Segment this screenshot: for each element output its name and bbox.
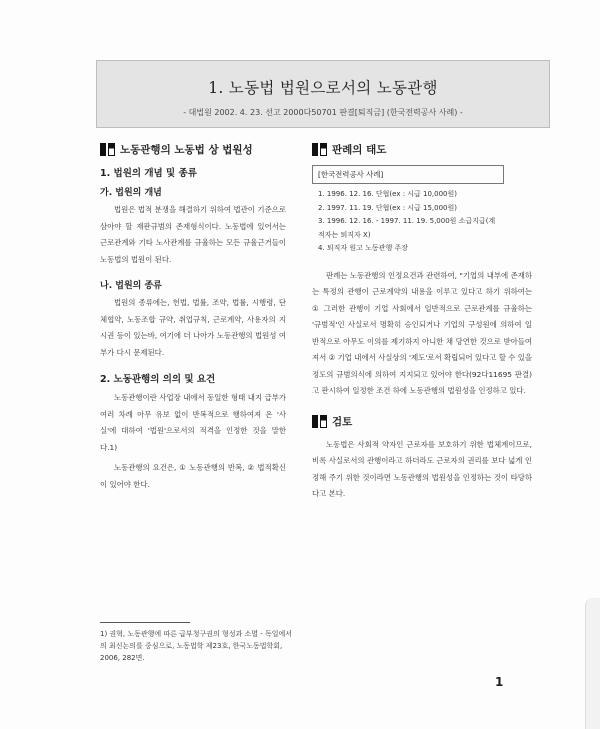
heading-kinds: 나. 법원의 종류 — [100, 281, 162, 291]
section-heading-precedent — [312, 142, 532, 157]
paragraph-requirements: 노동관행의 요건은, ① 노동관행의 반복, ② 법적확신이 있어야 한다. — [100, 463, 286, 489]
section-title-review: 검토 — [332, 415, 353, 428]
footnote-divider — [100, 622, 190, 623]
paragraph-concept: 법원은 법적 분쟁을 해결하기 위하여 법관이 기준으로 삼아야 할 재판규범의 존재형식이다. 노동법에 있어서는 근로관계와 기타 노사관계를 규율하는 모든 규율근거들이 노동법의 법원이 된다. — [100, 205, 286, 264]
heading-meaning: 2. 노동관행의 의의 및 요건 — [100, 374, 216, 385]
case-item: 3. 1996. 12. 16. - 1997. 11. 19. 5,000원 소급지급(계 — [318, 217, 496, 225]
page-number: 1 — [495, 675, 504, 689]
paragraph-precedent: 판례는 노동관행의 인정요건과 관련하여, "기업의 내부에 존재하는 특정의 관행이 근로계약의 내용을 이루고 있다고 하기 위하여는 ① 그러한 관행이 기업 사회에서 일반적으로 근로관계를 규율하는 '규범적'인 사실로서 명확히 승인되거나 기업의 구성원에 의하여 일반적으로 아무도 이의를 제기하지 아니한 채 당연한 것으로 받아들여져서 ② 기업 내에서 사실상의 '제도'로서 확립되어 있다고 할 수 있을 정도의 규범의식에 의하여 지지되고 있어야 한다(92다11695 판결)고 판시하여 일정한 조건 하에 노동관행의 법원성을 인정하고 있다. — [312, 270, 532, 395]
heading-sources: 1. 법원의 개념 및 종류 — [100, 168, 197, 179]
right-column — [312, 142, 532, 507]
case-item: 적자는 퇴직자 X) — [318, 230, 371, 239]
section-marker-icon — [100, 143, 115, 156]
title-box — [96, 60, 550, 128]
section-heading-left — [100, 142, 286, 157]
section-marker-icon — [312, 143, 327, 156]
paragraph-kinds: 법원의 종류에는, 헌법, 법률, 조약, 법률, 시행령, 단체협약, 노동조합 규약, 취업규칙, 근로계약, 사용자의 지시권 등이 있는바, 여기에 더 나아가 노동관행의 법원성 여부가 다시 문제된다. — [100, 298, 286, 357]
section-title-left: 노동관행의 노동법 상 법원성 — [120, 144, 253, 156]
section-title-precedent: 판례의 태도 — [332, 144, 387, 156]
paragraph-meaning: 노동관행이란 사업장 내에서 동일한 형태 내지 급부가 여러 차례 아무 유보 없이 반복적으로 행하여져 온 '사실'에 대하여 '법원'으로서의 적격을 인정한 것을 말한다.1) — [100, 393, 286, 452]
case-list — [318, 188, 532, 256]
heading-concept: 가. 법원의 개념 — [100, 188, 162, 198]
page-subtitle: - 대법원 2002. 4. 23. 선고 2000다50701 판결[퇴직금] (한국전력공사 사례) - — [183, 108, 463, 117]
case-item: 4. 퇴직자 원고 노동관행 주장 — [318, 244, 408, 252]
paragraph-review: 노동법은 사회적 약자인 근로자를 보호하기 위한 법체계이므로, 비록 사실로서의 관행이라고 하더라도 근로자의 권리를 보다 넓게 인정해 주기 위한 것이라면 노동관행의 법원성을 인정하는 것이 타당하다고 본다. — [312, 439, 532, 498]
case-title-box: [한국전력공사 사례] — [312, 165, 504, 184]
page-edge-scroll[interactable] — [585, 598, 600, 729]
page-title: 1. 노동법 법원으로서의 노동관행 — [208, 79, 438, 97]
footnote: 1) 권혁, 노동관행에 따른 급부청구권의 형성과 소멸 - 독일에서의 최신논의를 중심으로, 노동법학 제23호, 한국노동법학회, 2006, 282면. — [100, 630, 293, 662]
case-item: 2. 1997. 11. 19. 단협(ex : 시급 15,000원) — [318, 203, 458, 212]
left-column — [100, 142, 286, 497]
section-heading-review — [312, 414, 532, 429]
case-item: 1. 1996. 12. 16. 단협(ex : 시급 10,000원) — [318, 190, 458, 198]
section-marker-icon — [312, 415, 327, 428]
